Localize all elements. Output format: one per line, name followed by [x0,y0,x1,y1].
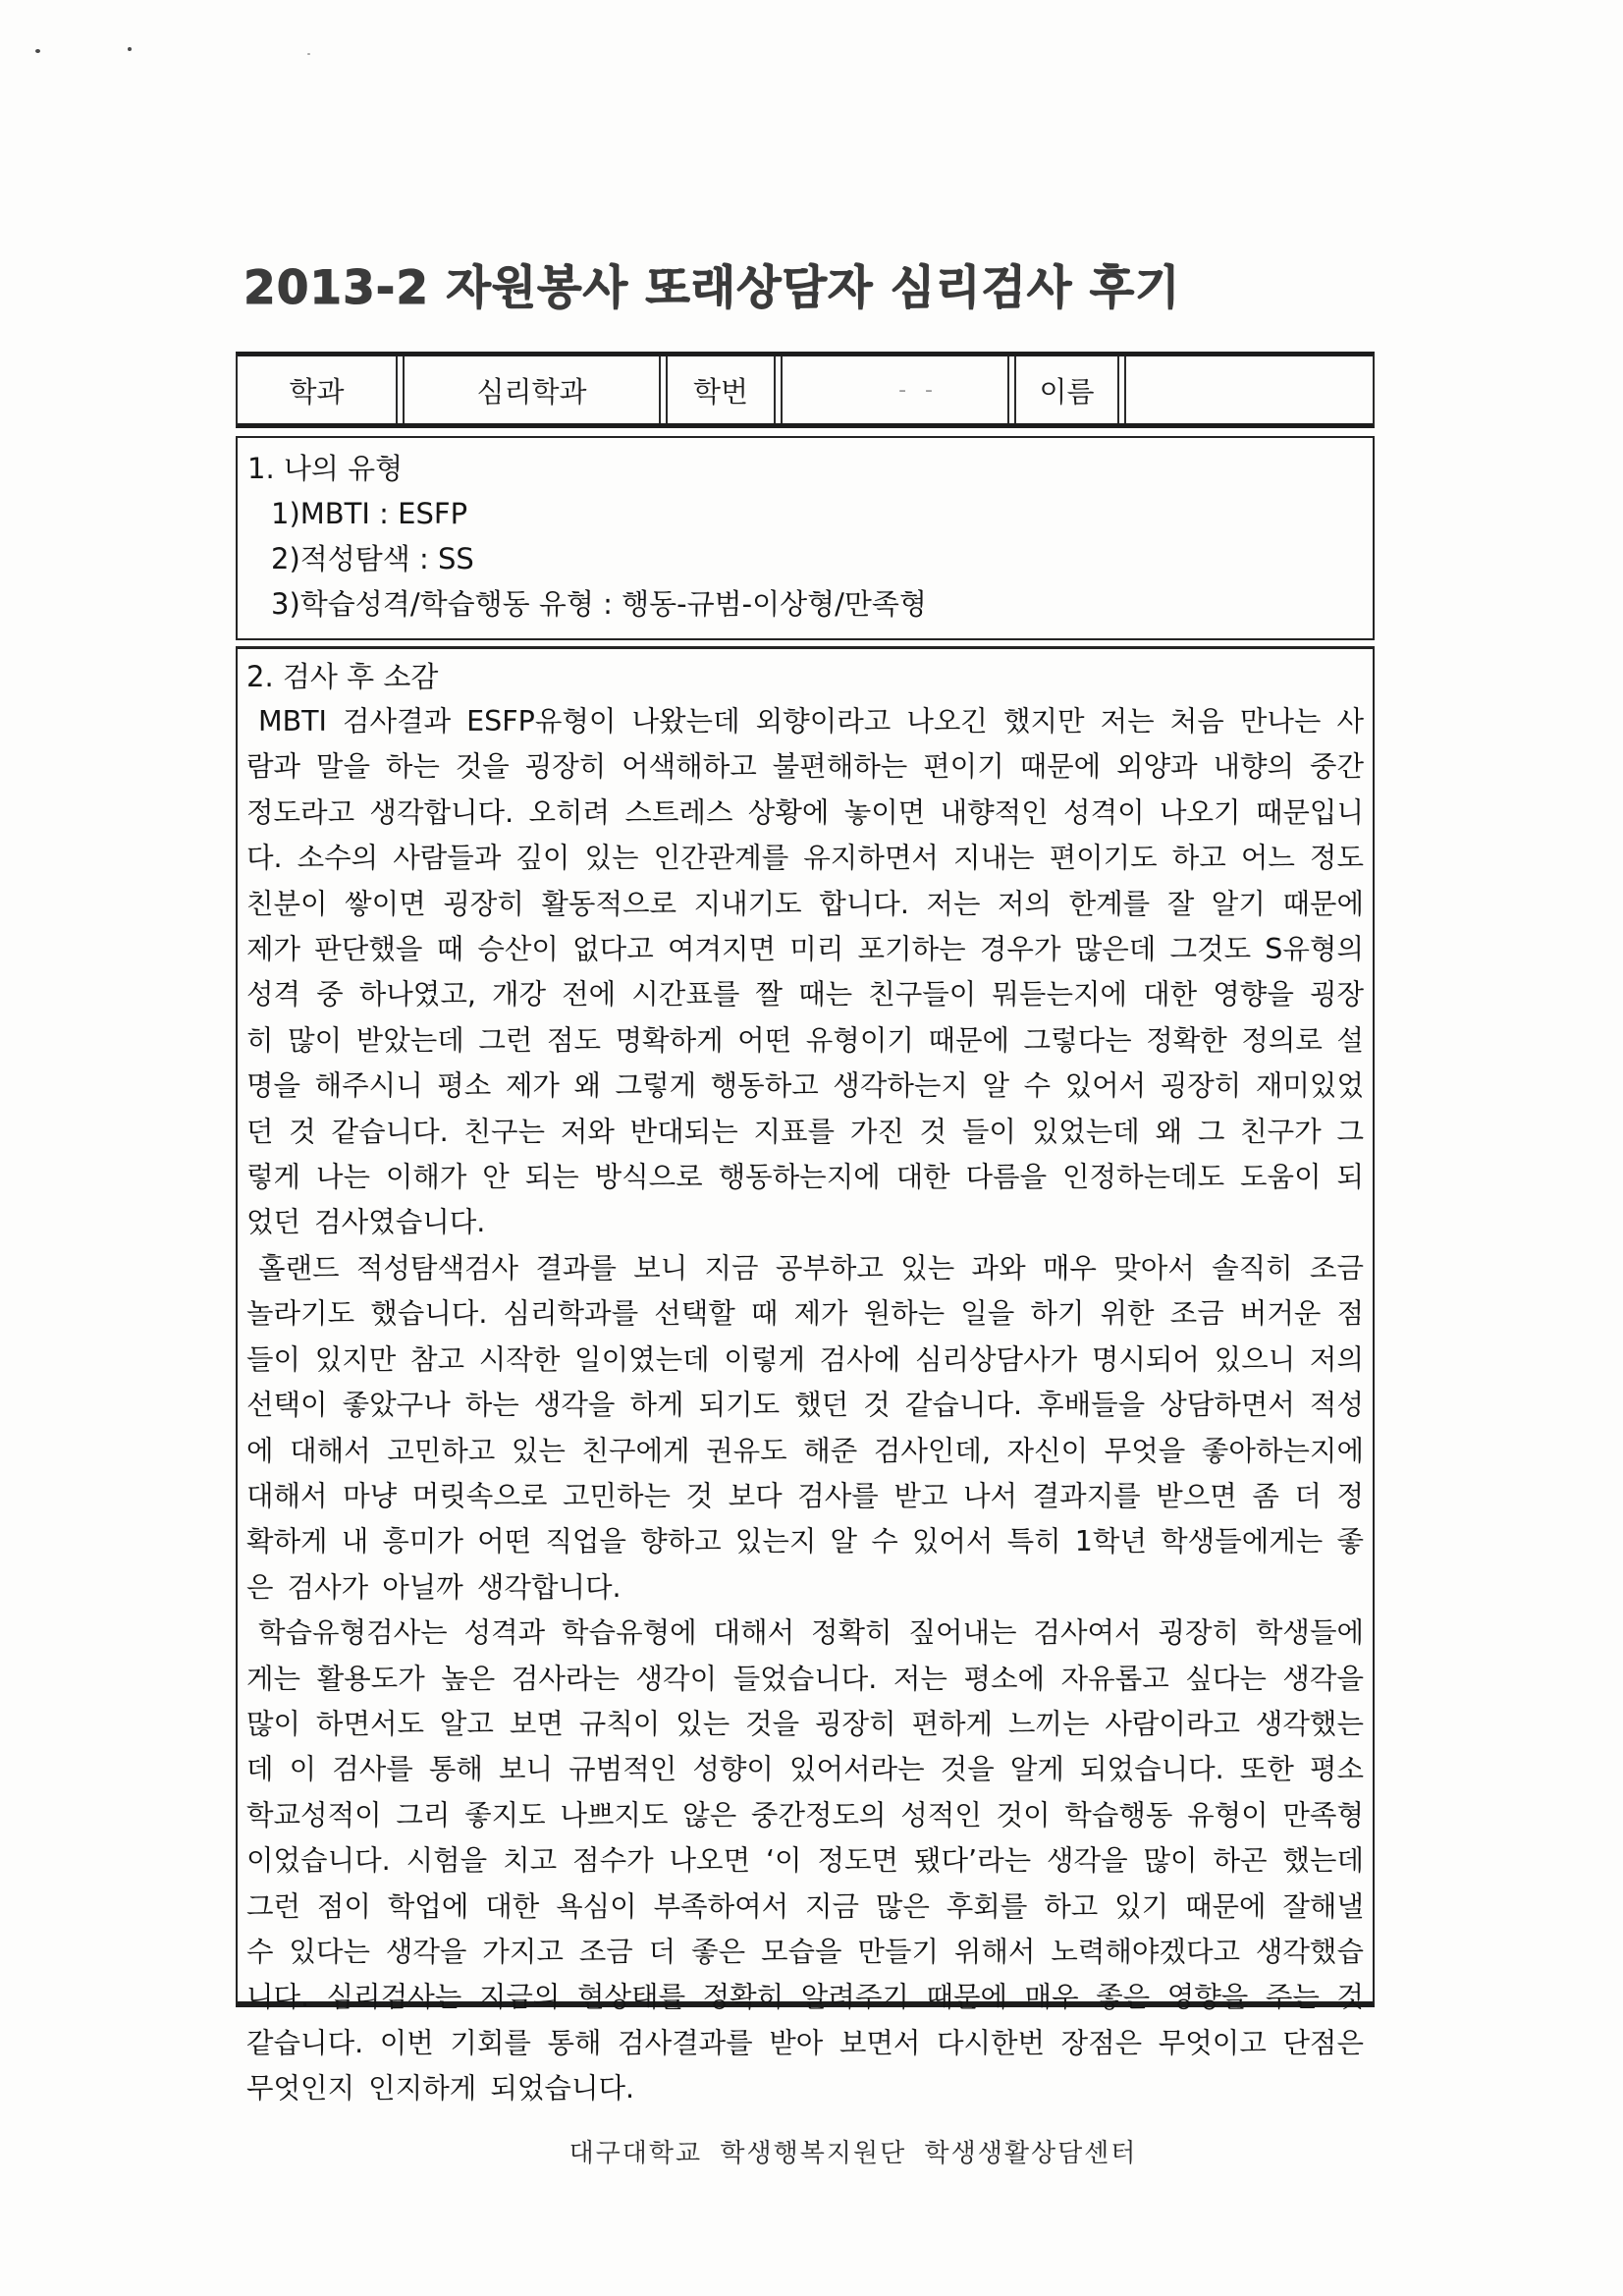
student-id-value-cell [781,356,1009,423]
dept-value-cell: 심리학과 [403,356,661,423]
impressions-paragraph-learning: 학습유형검사는 성격과 학습유형에 대해서 정확히 짚어내는 검사여서 굉장히 학생들에게는 활용도가 높은 검사라는 생각이 들었습니다. 저는 평소에 자유롭고 싶다는 생각을 많이 하면서도 알고 보면 규칙이 있는 것을 굉장히 편하게 느끼는 사람이라고 생각했는데 이 검사를 통해 보니 규범적인 성향이 있어서라는 것을 알게 되었습니다. 또한 평소 학교성적이 그리 좋지도 나쁘지도 않은 중간정도의 성적인 것이 학습행동 유형이 만족형 이었습니다. 시험을 치고 점수가 나오면 ‘이 정도면 됐다’라는 생각을 많이 하곤 했는데 그런 점이 학업에 대한 욕심이 부족하여서 지금 많은 후회를 하고 있기 때문에 잘해낼 수 있다는 생각을 가지고 조금 더 좋은 모습을 만들기 위해서 노력해야겠다고 생각했습니다. 심리검사는 지금의 현상태를 정확히 알려주기 때문에 매우 좋은 영향을 주는 것 같습니다. 이번 기회를 통해 검사결과를 받아 보면서 다시한번 장점은 무엇이고 단점은 무엇인지 인지하게 되었습니다. [246,1616,1364,2105]
student-info-table [236,352,1375,428]
my-type-section-box [236,436,1375,640]
learning-type-result-line: 3)학습성격/학습행동 유형 : 행동-규범-이상형/만족형 [271,587,927,621]
aptitude-result-line: 2)적성탐색 : SS [271,542,474,575]
scan-artifact-dot [307,53,310,55]
mbti-result-line: 1)MBTI : ESFP [271,497,468,530]
student-id-label-cell: 학번 [666,356,776,423]
dept-label-cell: 학과 [238,356,398,423]
document-title: 2013-2 자원봉사 또래상담자 심리검사 후기 [243,261,1181,315]
my-type-heading: 1. 나의 유형 [247,452,404,485]
scan-artifact-dot [128,47,132,51]
redacted-student-id-marks: - - [898,377,939,403]
name-value-cell [1124,356,1373,423]
footer-organization-name: 대구대학교 학생행복지원단 학생생활상담센터 [568,2139,1138,2168]
impressions-paragraph-holland: 홀랜드 적성탐색검사 결과를 보니 지금 공부하고 있는 과와 매우 맞아서 솔직히 조금 놀라기도 했습니다. 심리학과를 선택할 때 제가 원하는 일을 하기 위한 조금 버거운 점들이 있지만 참고 시작한 일이였는데 이렇게 검사에 심리상담사가 명시되어 있으니 저의 선택이 좋았구나 하는 생각을 하게 되기도 했던 것 같습니다. 후배들을 상담하면서 적성에 대해서 고민하고 있는 친구에게 권유도 해준 검사인데, 자신이 무엇을 좋아하는지에 대해서 마냥 머릿속으로 고민하는 것 보다 검사를 받고 나서 결과지를 받으면 좀 더 정확하게 내 흥미가 어떤 직업을 향하고 있는지 알 수 있어서 특히 1학년 학생들에게는 좋은 검사가 아닐까 생각합니다. [246,1251,1364,1604]
name-label-cell: 이름 [1014,356,1119,423]
impressions-section-box [236,646,1375,2105]
impressions-heading: 2. 검사 후 소감 [246,660,439,693]
impressions-paragraph-mbti: MBTI 검사결과 ESFP유형이 나왔는데 외향이라고 나오긴 했지만 저는 처음 만나는 사람과 말을 하는 것을 굉장히 어색해하고 불편해하는 편이기 때문에 외양과 내향의 중간정도라고 생각합니다. 오히려 스트레스 상황에 놓이면 내향적인 성격이 나오기 때문입니다. 소수의 사람들과 깊이 있는 인간관계를 유지하면서 지내는 편이기도 하고 어느 정도 친분이 쌓이면 굉장히 활동적으로 지내기도 합니다. 저는 저의 한계를 잘 알기 때문에 제가 판단했을 때 승산이 없다고 여겨지면 미리 포기하는 경우가 많은데 그것도 S유형의 성격 중 하나였고, 개강 전에 시간표를 짤 때는 친구들이 뭐듣는지에 대한 영향을 굉장히 많이 받았는데 그런 점도 명확하게 어떤 유형이기 때문에 그렇다는 정확한 정의로 설명을 해주시니 평소 제가 왜 그렇게 행동하고 생각하는지 알 수 있어서 굉장히 재미있었던 것 같습니다. 친구는 저와 반대되는 지표를 가진 것 들이 있었는데 왜 그 친구가 그렇게 나는 이해가 안 되는 방식으로 행동하는지에 대한 다름을 인정하는데도 도움이 되었던 검사였습니다. [246,705,1364,1239]
scan-artifact-dot [35,49,40,53]
